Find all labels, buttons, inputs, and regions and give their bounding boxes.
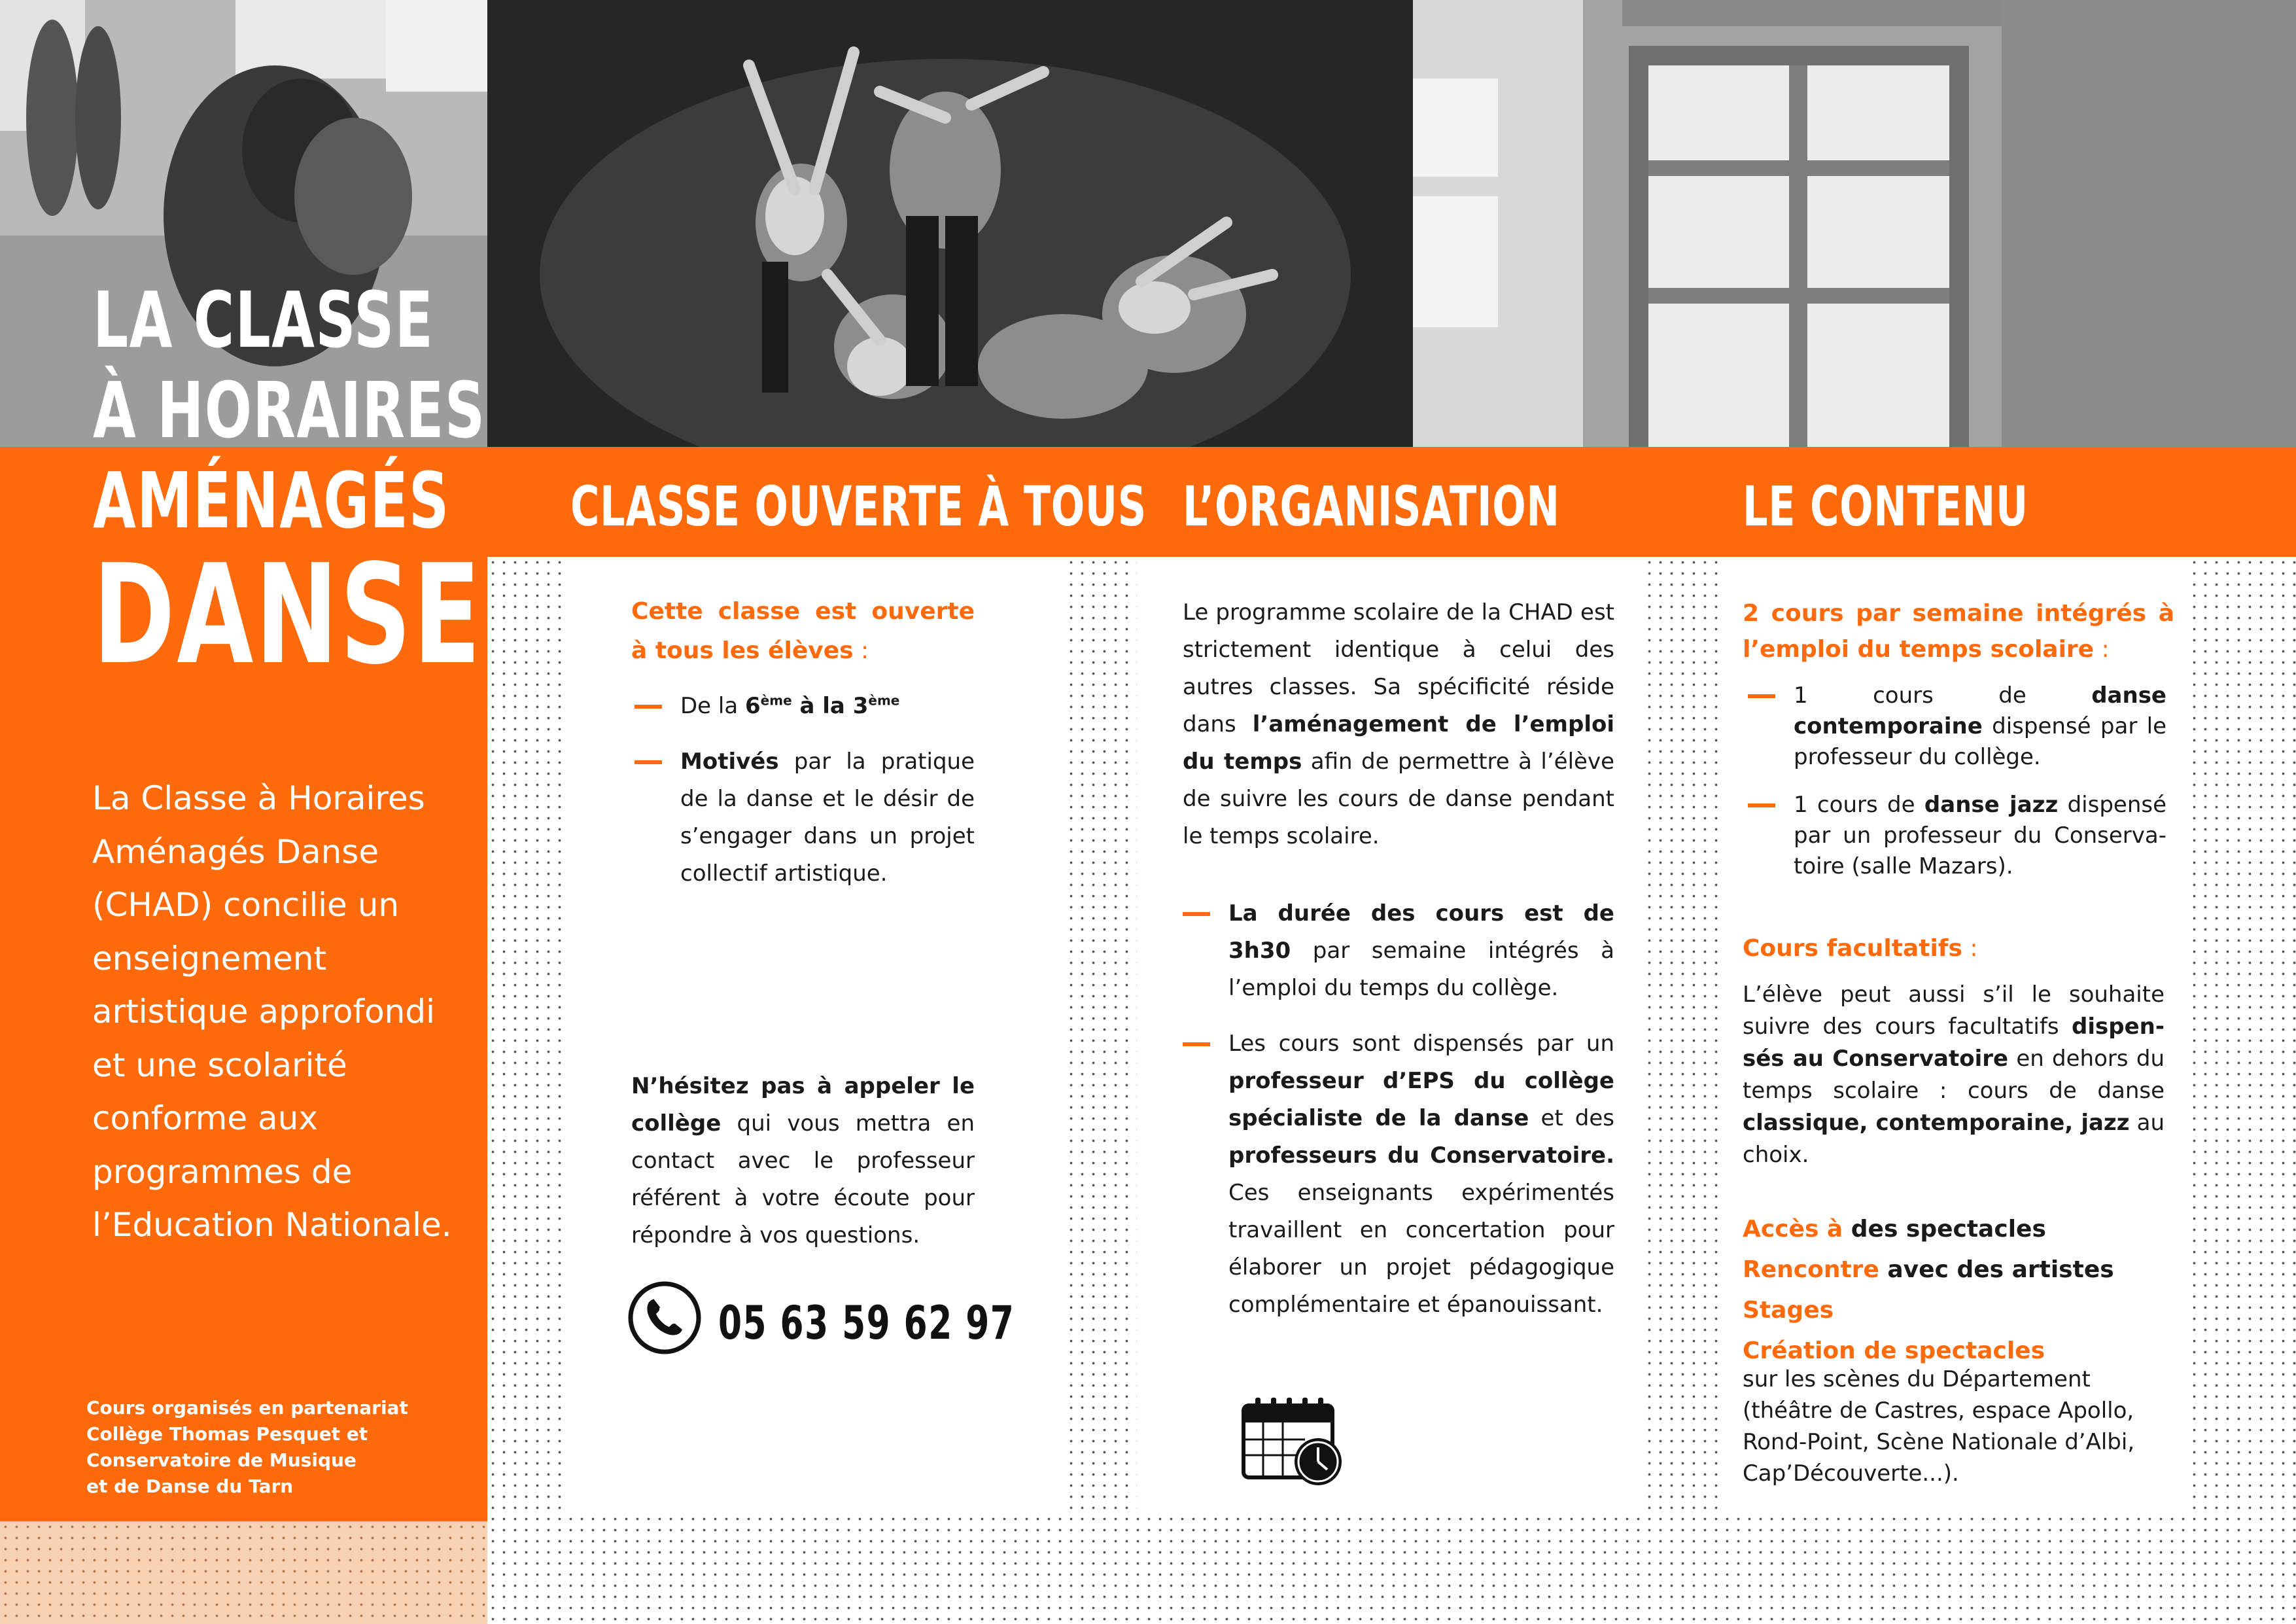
item-bold: danse jazz	[1924, 792, 2059, 818]
intro-bold: l’aménagement de l’emploi du temps	[1183, 711, 1614, 775]
partners-line: Conservatoire de Musique	[86, 1449, 357, 1471]
call-bold: N’hésitez pas à appeler le collège	[631, 1073, 975, 1137]
calendar-clock-icon	[1240, 1394, 1344, 1489]
item-bold: professeurs du Conservatoire.	[1228, 1142, 1614, 1169]
item-text: Les cours sont dispensés par un	[1228, 1031, 1614, 1057]
extra-line	[1743, 1250, 2168, 1290]
col1-lead	[631, 592, 975, 671]
phone-icon	[627, 1280, 703, 1356]
list-item	[1183, 1025, 1614, 1324]
item-text: De la	[680, 693, 745, 719]
extra-text: avec des artistes	[1879, 1256, 2114, 1283]
title-line-3: AMÉNAGÉS	[93, 455, 450, 546]
item-text: dispensé par un professeur du Conserva-toire (salle Mazars).	[1794, 792, 2167, 879]
extra-accent: Accès à	[1743, 1216, 1843, 1243]
col1-lead-colon: :	[853, 637, 869, 664]
extra-accent: Création de spectacles	[1743, 1337, 2045, 1364]
item-text: et des	[1529, 1105, 1614, 1131]
fac-bold: classique, contemporaine, jazz	[1743, 1110, 2130, 1136]
intro-text: Le programme scolaire de la CHAD est strictement identique à celui des autres classes. Sa spécificité réside dans	[1183, 599, 1614, 737]
list-item	[635, 688, 975, 725]
dash-marker	[635, 760, 662, 764]
col1-call-text	[631, 1068, 975, 1254]
title-line-4: DANSE	[93, 535, 483, 695]
col3-facultative-text	[1743, 979, 2165, 1171]
extra-text: des spectacles	[1843, 1216, 2046, 1243]
partners-line: Cours organisés en partenariat	[86, 1397, 408, 1419]
phone-number[interactable]: 05 63 59 62 97	[718, 1296, 1015, 1350]
item-sup: ème	[868, 692, 900, 709]
col1-lead-text: Cette classe est ouverte à tous les élèves	[631, 598, 975, 664]
item-text: Ces enseignants expérimentés travaillent en concertation pour élaborer un projet pédagogique complémentaire et épanouissant.	[1228, 1180, 1614, 1318]
item-text: par semaine intégrés à l’emploi du temps du collège.	[1228, 938, 1614, 1001]
dancers-photo	[487, 0, 1413, 447]
window-illustration	[1413, 0, 2296, 447]
partners-line: Collège Thomas Pesquet et	[86, 1423, 368, 1445]
extra-line	[1743, 1209, 2168, 1250]
col2-intro	[1183, 594, 1614, 855]
col3-lead	[1743, 595, 2174, 667]
partners-line: et de Danse du Tarn	[86, 1475, 294, 1497]
item-text: 1 cours de	[1794, 682, 2092, 709]
dash-marker	[1748, 803, 1775, 807]
fac-text: en dehors du temps scolaire : cours de danse	[1743, 1046, 2165, 1104]
window-photo	[1413, 0, 2296, 447]
col3-stage-text: sur les scènes du Département (théâtre de Castres, espace Apollo, Rond-Point, Scène Nationale d’Albi, Cap’Découverte...).	[1743, 1366, 2135, 1487]
item-text: dispensé par le professeur du collège.	[1794, 713, 2166, 770]
left-dotted-footer	[0, 1521, 487, 1624]
list-item	[1183, 895, 1614, 1007]
item-bold: danse contemporaine	[1794, 682, 2166, 739]
item-text: à la	[791, 693, 853, 719]
col3-lead-colon: :	[2094, 636, 2110, 663]
fac-title-colon: :	[1962, 935, 1978, 962]
extra-accent: Stages	[1743, 1297, 1834, 1324]
item-number: 6	[745, 693, 761, 719]
fac-title-text: Cours facultatifs	[1743, 935, 1962, 962]
extra-accent: Rencontre	[1743, 1256, 1879, 1283]
item-text: 1 cours de	[1794, 792, 1924, 818]
col3-list	[1748, 680, 2166, 882]
col3-extras	[1743, 1209, 2168, 1371]
item-bold: La durée des cours est de 3h30	[1228, 900, 1614, 964]
title-line-1: LA CLASSE	[93, 275, 434, 365]
dash-marker	[635, 705, 662, 709]
col2-list	[1183, 895, 1614, 1324]
header-col1: CLASSE OUVERTE À TOUS	[570, 474, 1147, 538]
list-item	[1748, 680, 2166, 773]
header-col2: L’ORGANISATION	[1183, 474, 1560, 538]
fac-text: au choix.	[1743, 1110, 2165, 1168]
main-title	[93, 275, 486, 695]
dash-marker	[1183, 1042, 1210, 1046]
fac-bold: dispen-sés au Conservatoire	[1743, 1014, 2165, 1072]
item-sup: ème	[760, 692, 792, 709]
dancers-illustration	[487, 0, 1413, 447]
intro-text: afin de permettre à l’élève de suivre les cours de danse pendant le temps scolaire.	[1183, 749, 1614, 849]
dash-marker	[1748, 694, 1775, 698]
col3-facultative-title	[1743, 930, 1977, 967]
fac-text: L’élève peut aussi s’il le souhaite suivre des cours facultatifs	[1743, 981, 2165, 1040]
list-item	[635, 743, 975, 892]
col3-lead-text: 2 cours par semaine intégrés à l’emploi du temps scolaire	[1743, 600, 2174, 663]
col1-list	[635, 688, 975, 892]
item-bold: Motivés	[680, 749, 779, 775]
dash-marker	[1183, 912, 1210, 916]
item-bold: professeur d’EPS du collège spécialiste de la danse	[1228, 1068, 1614, 1131]
list-item	[1748, 790, 2166, 882]
partners-note	[86, 1395, 466, 1500]
call-text: qui vous mettra en contact avec le professeur référent à votre écoute pour répondre à vos questions.	[631, 1110, 975, 1248]
header-col3: LE CONTENU	[1743, 474, 2028, 538]
item-text: par la pratique de la danse et le désir de s’engager dans un projet collectif artistique.	[680, 749, 975, 887]
intro-text: La Classe à Horaires Aménagés Danse (CHAD) concilie un enseignement artistique approfondi et une scolarité conforme aux programmes de l’Education Nationale.	[92, 779, 452, 1244]
extra-line	[1743, 1290, 2168, 1331]
title-line-2: À HORAIRES	[93, 365, 486, 455]
item-number: 3	[852, 693, 869, 719]
